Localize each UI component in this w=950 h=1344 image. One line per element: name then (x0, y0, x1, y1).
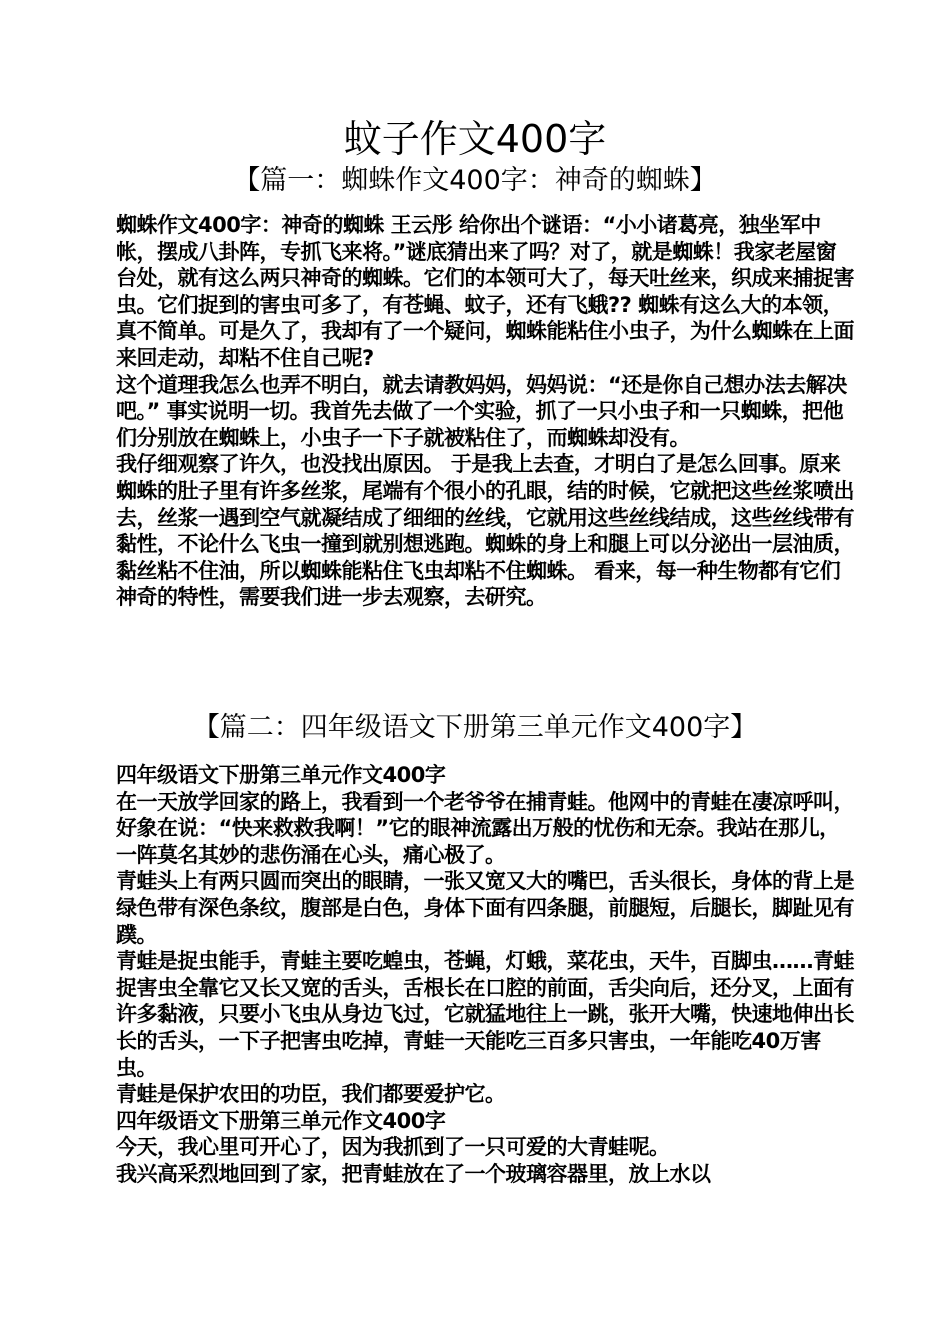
section-heading-1: 【篇一：蜘蛛作文400字：神奇的蜘蛛】 (233, 165, 717, 196)
document-title: 蚊子作文400字 (343, 117, 607, 161)
paragraph: 四年级语文下册第三单元作文400字 (116, 763, 446, 787)
section-body-2 (116, 762, 856, 1188)
paragraph: 蜘蛛作文400字：神奇的蜘蛛 王云彤 给你出个谜语：“小小诸葛亮，独坐军中帐，摆成八卦阵，专抓飞来将。”谜底猜出来了吗？对了，就是蜘蛛！我家老屋窗台处，就有这么两只神奇的蜘蛛。它们的本领可大了，每天吐丝来，织成来捕捉害虫。它们捉到的害虫可多了，有苍蝇、蚊子，还有飞蛾?? 蜘蛛有这么大的本领，真不简单。可是久了，我却有了一个疑问，蜘蛛能粘住小虫子，为什么蜘蛛在上面来回走动，却粘不住自己呢? (116, 213, 854, 370)
paragraph: 青蛙是捉虫能手，青蛙主要吃蝗虫，苍蝇，灯蛾，菜花虫，天牛，百脚虫……青蛙捉害虫全靠它又长又宽的舌头，舌根长在口腔的前面，舌尖向后，还分叉，上面有许多黏液，只要小飞虫从身边飞过，它就猛地往上一跳，张开大嘴，快速地伸出长长的舌头，一下子把害虫吃掉，青蛙一天能吃三百多只害虫，一年能吃40万害虫。 (116, 949, 854, 1080)
paragraph: 我兴高采烈地回到了家，把青蛙放在了一个玻璃容器里，放上水以 (116, 1161, 711, 1186)
paragraph: 青蛙头上有两只圆而突出的眼睛，一张又宽又大的嘴巴，舌头很长，身体的背上是绿色带有深色条纹，腹部是白色，身体下面有四条腿，前腿短，后腿长，脚趾见有蹼。 (116, 869, 854, 947)
section-body-1 (116, 212, 856, 611)
paragraph: 今天，我心里可开心了，因为我抓到了一只可爱的大青蛙呢。 (116, 1135, 670, 1160)
paragraph: 在一天放学回家的路上，我看到一个老爷爷在捕青蛙。他网中的青蛙在凄凉呼叫，好象在说：“快来救救我啊！”它的眼神流露出万般的忧伤和无奈。我站在那儿，一阵莫名其妙的悲伤涌在心头，痛心极了。 (116, 789, 854, 867)
paragraph: 这个道理我怎么也弄不明白，就去请教妈妈，妈妈说：“还是你自己想办法去解决吧。” 事实说明一切。我首先去做了一个实验，抓了一只小虫子和一只蜘蛛，把他们分别放在蜘蛛上，小虫子一下子就被粘住了，而蜘蛛却没有。 (116, 372, 847, 450)
paragraph: 四年级语文下册第三单元作文400字 (116, 1108, 446, 1133)
paragraph: 青蛙是保护农田的功臣，我们都要爱护它。 (116, 1082, 506, 1107)
paragraph: 我仔细观察了许久，也没找出原因。 于是我上去查，才明白了是怎么回事。原来蜘蛛的肚子里有许多丝浆，尾端有个很小的孔眼，结的时候，它就把这些丝浆喷出去，丝浆一遇到空气就凝结成了细细的丝线，它就用这些丝线结成，这些丝线带有黏性，不论什么飞虫一撞到就别想逃跑。蜘蛛的身上和腿上可以分泌出一层油质，黏丝粘不住油，所以蜘蛛能粘住飞虫却粘不住蜘蛛。 看来，每一种生物都有它们神奇的特性，需要我们进一步去观察，去研究。 (116, 452, 854, 610)
section-heading-2: 【篇二：四年级语文下册第三单元作文400字】 (192, 712, 758, 743)
